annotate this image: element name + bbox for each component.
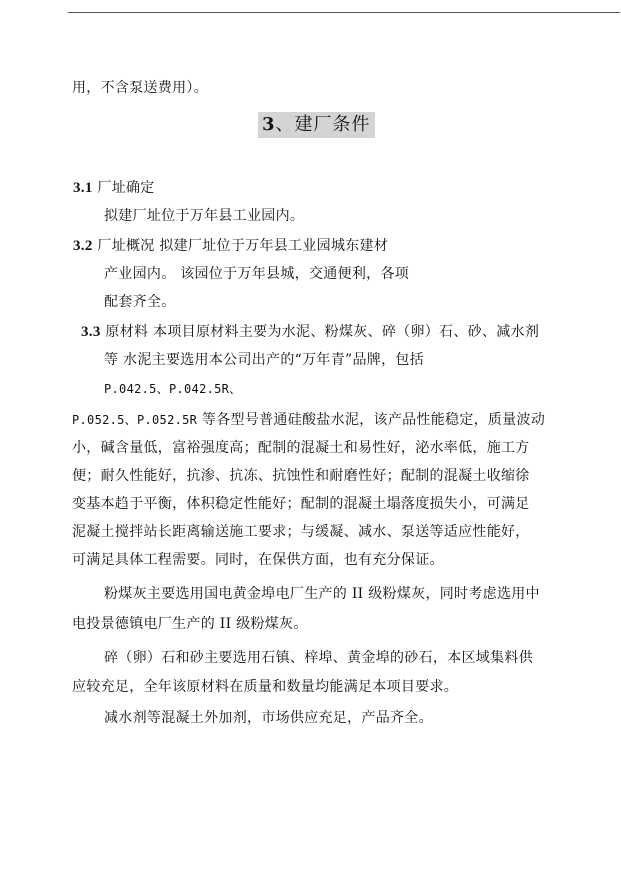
subsection-text: 原材料 本项目原材料主要为水泥、粉煤灰、碎（卵）石、砂、减水剂: [100, 324, 540, 340]
subsection-number: 3.2: [73, 238, 93, 254]
heading-text: [262, 114, 371, 135]
subsection-number: 3.1: [73, 180, 93, 196]
cement-grades: P.052.5、P.052.5R: [72, 413, 198, 427]
admixture-line-1: 减水剂等混凝土外加剂，市场供应充足，产品齐全。: [104, 710, 433, 726]
subsection-text: 厂址概况 拟建厂址位于万年县工业园城东建材: [92, 238, 389, 254]
fly-ash-line-2: 电投景德镇电厂生产的 II 级粉煤灰。: [72, 616, 308, 632]
subsection-3-3-line-3: P.042.5、P.042.5R、: [104, 382, 242, 396]
subsection-3-2-line-3: 配套齐全。: [104, 294, 176, 310]
subsection-3-1-body: 拟建厂址位于万年县工业园内。: [104, 208, 305, 224]
header-rule: [68, 12, 620, 13]
subsection-3-3-line-4: [72, 410, 545, 430]
section-heading: [258, 112, 375, 138]
aggregate-line-2: 应较充足，全年该原材料在质量和数量均能满足本项目要求。: [72, 679, 459, 695]
subsection-title: 厂址确定: [92, 180, 155, 196]
aggregate-line-1: 碎（卵）石和砂主要选用石镇、梓埠、黄金埠的砂石，本区域集料供: [104, 650, 533, 666]
fly-ash-line-1: 粉煤灰主要选用国电黄金埠电厂生产的 II 级粉煤灰，同时考虑选用中: [104, 586, 540, 602]
subsection-3-3-line-6: 便；耐久性能好，抗渗、抗冻、抗蚀性和耐磨性好；配制的混凝土收缩徐: [72, 468, 530, 484]
subsection-3-3-line-5: 小，碱含量低，富裕强度高；配制的混凝土和易性好，泌水率低，施工方: [72, 440, 530, 456]
subsection-3-2-line-2: 产业园内。 该园位于万年县城，交通便利，各项: [104, 266, 410, 282]
subsection-3-3-line-2: 等 水泥主要选用本公司出产的“万年青”品牌，包括: [104, 352, 424, 368]
line-text: 等各型号普通硅酸盐水泥，该产品性能稳定，质量波动: [197, 412, 546, 428]
subsection-3-1-heading: [73, 178, 155, 198]
heading-number: 3: [262, 114, 276, 135]
subsection-3-3-line-7: 变基本趋于平衡，体积稳定性能好；配制的混凝土塌落度损失小，可满足: [72, 496, 530, 512]
subsection-number: 3.3: [81, 324, 101, 340]
subsection-3-3-line-9: 可满足具体工程需要。同时，在保供方面，也有充分保证。: [72, 552, 444, 568]
subsection-3-2-line-1: [73, 236, 388, 256]
heading-title: 、建厂条件: [275, 114, 371, 135]
intro-tail-text: 用，不含泵送费用）。: [72, 80, 208, 96]
subsection-3-3-line-1: [81, 322, 539, 342]
subsection-3-3-line-8: 泥凝土搅拌站长距离输送施工要求；与缓凝、减水、泵送等适应性能好，: [72, 524, 530, 540]
